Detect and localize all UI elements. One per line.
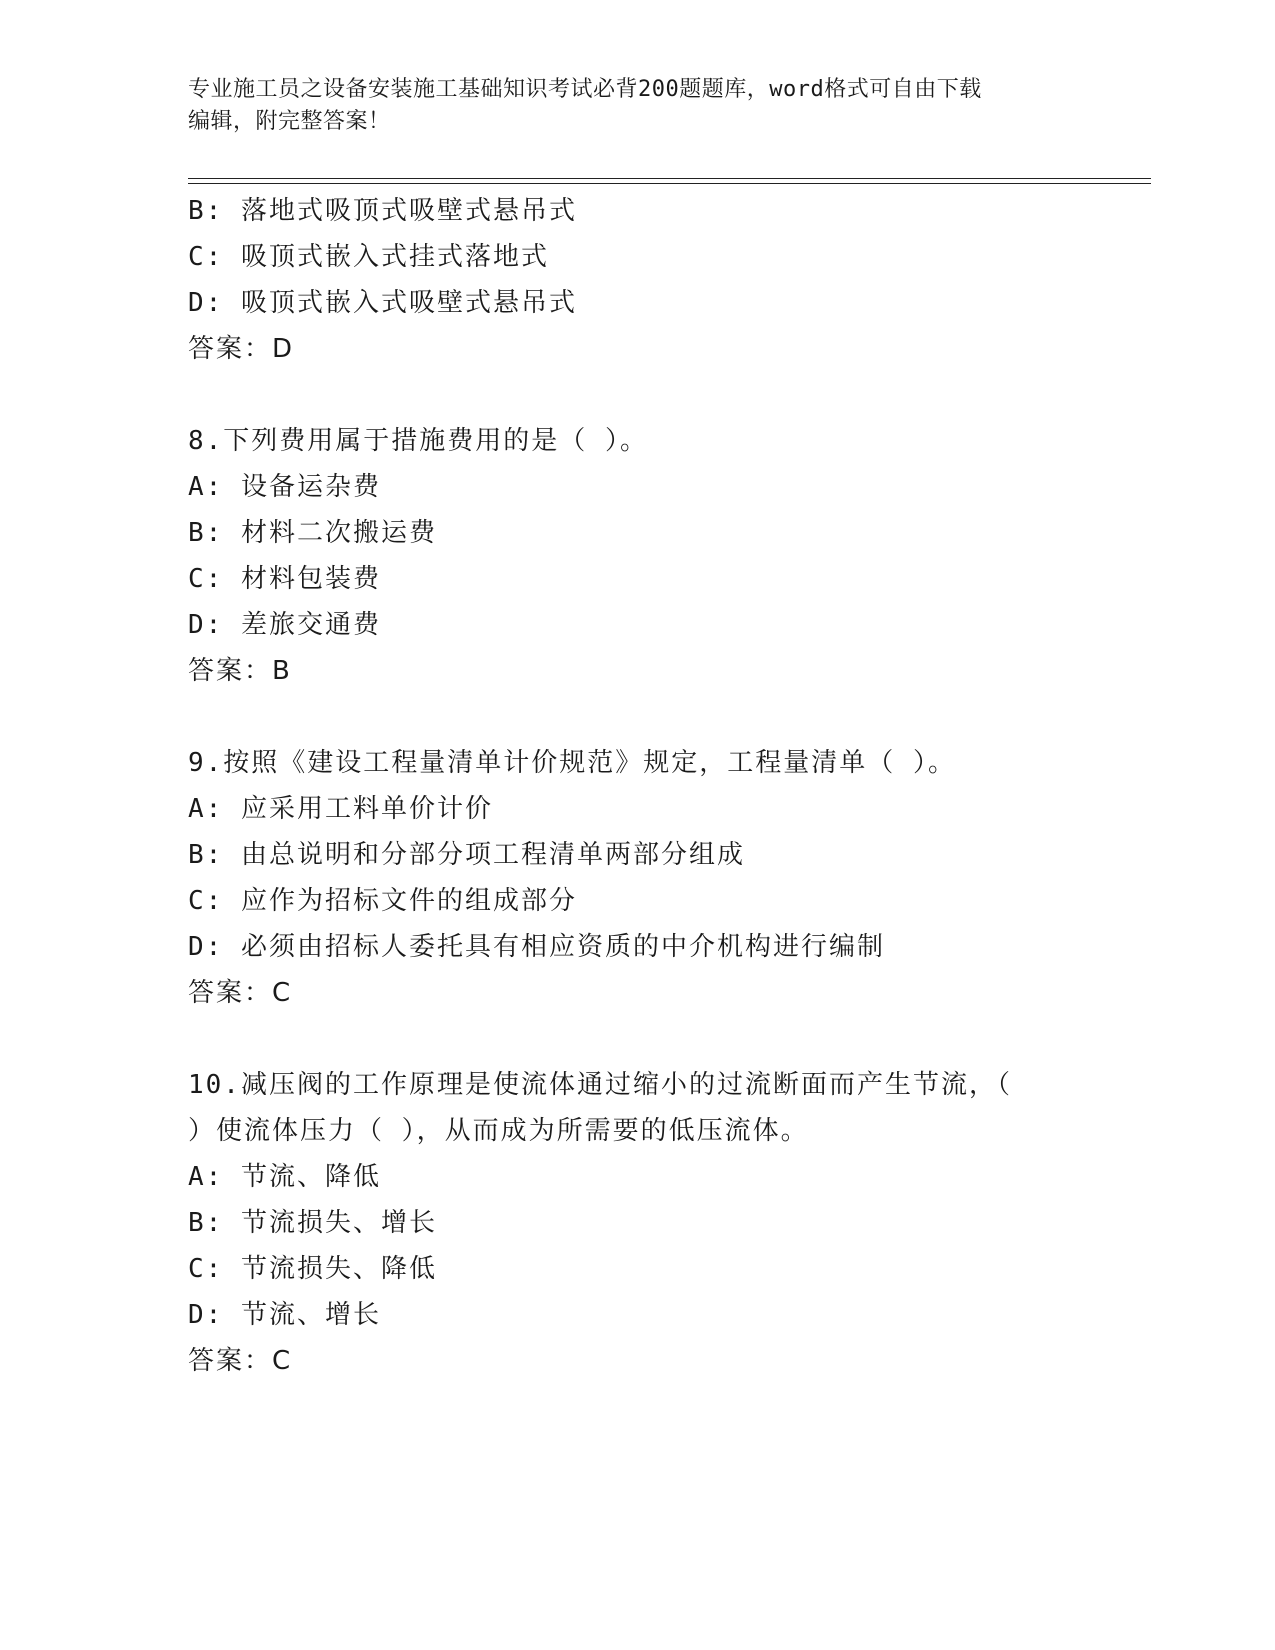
answer-line: 答案：C bbox=[188, 1346, 293, 1376]
option-c: C: 应作为招标文件的组成部分 bbox=[188, 886, 577, 916]
answer-line: 答案：C bbox=[188, 978, 293, 1008]
option-a: A: 设备运杂费 bbox=[188, 472, 381, 502]
spacer bbox=[188, 694, 1148, 740]
question-stem-line-2: ）使流体压力（ ），从而成为所需要的低压流体。 bbox=[188, 1116, 809, 1146]
option-b: B: 由总说明和分部分项工程清单两部分组成 bbox=[188, 840, 745, 870]
header-divider-top bbox=[188, 178, 1151, 179]
question-10 bbox=[188, 1062, 1148, 1384]
option-d: D: 吸顶式嵌入式吸壁式悬吊式 bbox=[188, 288, 577, 318]
document-header bbox=[188, 74, 1068, 138]
option-d: D: 必须由招标人委托具有相应资质的中介机构进行编制 bbox=[188, 932, 885, 962]
option-c: C: 吸顶式嵌入式挂式落地式 bbox=[188, 242, 549, 272]
question-8 bbox=[188, 418, 1148, 694]
question-9 bbox=[188, 740, 1148, 1016]
option-c: C: 材料包装费 bbox=[188, 564, 381, 594]
option-d: D: 节流、增长 bbox=[188, 1300, 381, 1330]
header-title-line-2: 编辑，附完整答案！ bbox=[188, 109, 391, 134]
question-7-continued bbox=[188, 188, 1148, 372]
option-b: B: 节流损失、增长 bbox=[188, 1208, 437, 1238]
option-d: D: 差旅交通费 bbox=[188, 610, 381, 640]
answer-line: 答案：D bbox=[188, 334, 295, 364]
header-title-line-1: 专业施工员之设备安装施工基础知识考试必背200题题库，word格式可自由下载 bbox=[188, 77, 982, 102]
option-b: B: 落地式吸顶式吸壁式悬吊式 bbox=[188, 196, 577, 226]
option-b: B: 材料二次搬运费 bbox=[188, 518, 437, 548]
question-stem-line-1: 10.减压阀的工作原理是使流体通过缩小的过流断面而产生节流，（ bbox=[188, 1070, 1012, 1100]
option-a: A: 应采用工料单价计价 bbox=[188, 794, 493, 824]
question-stem: 9.按照《建设工程量清单计价规范》规定，工程量清单（ ）。 bbox=[188, 748, 956, 778]
question-stem: 8.下列费用属于措施费用的是（ ）。 bbox=[188, 426, 648, 456]
header-divider-bottom bbox=[188, 183, 1151, 184]
option-c: C: 节流损失、降低 bbox=[188, 1254, 437, 1284]
option-a: A: 节流、降低 bbox=[188, 1162, 381, 1192]
answer-line: 答案：B bbox=[188, 656, 292, 686]
spacer bbox=[188, 1016, 1148, 1062]
question-list bbox=[188, 188, 1148, 1384]
spacer bbox=[188, 372, 1148, 418]
